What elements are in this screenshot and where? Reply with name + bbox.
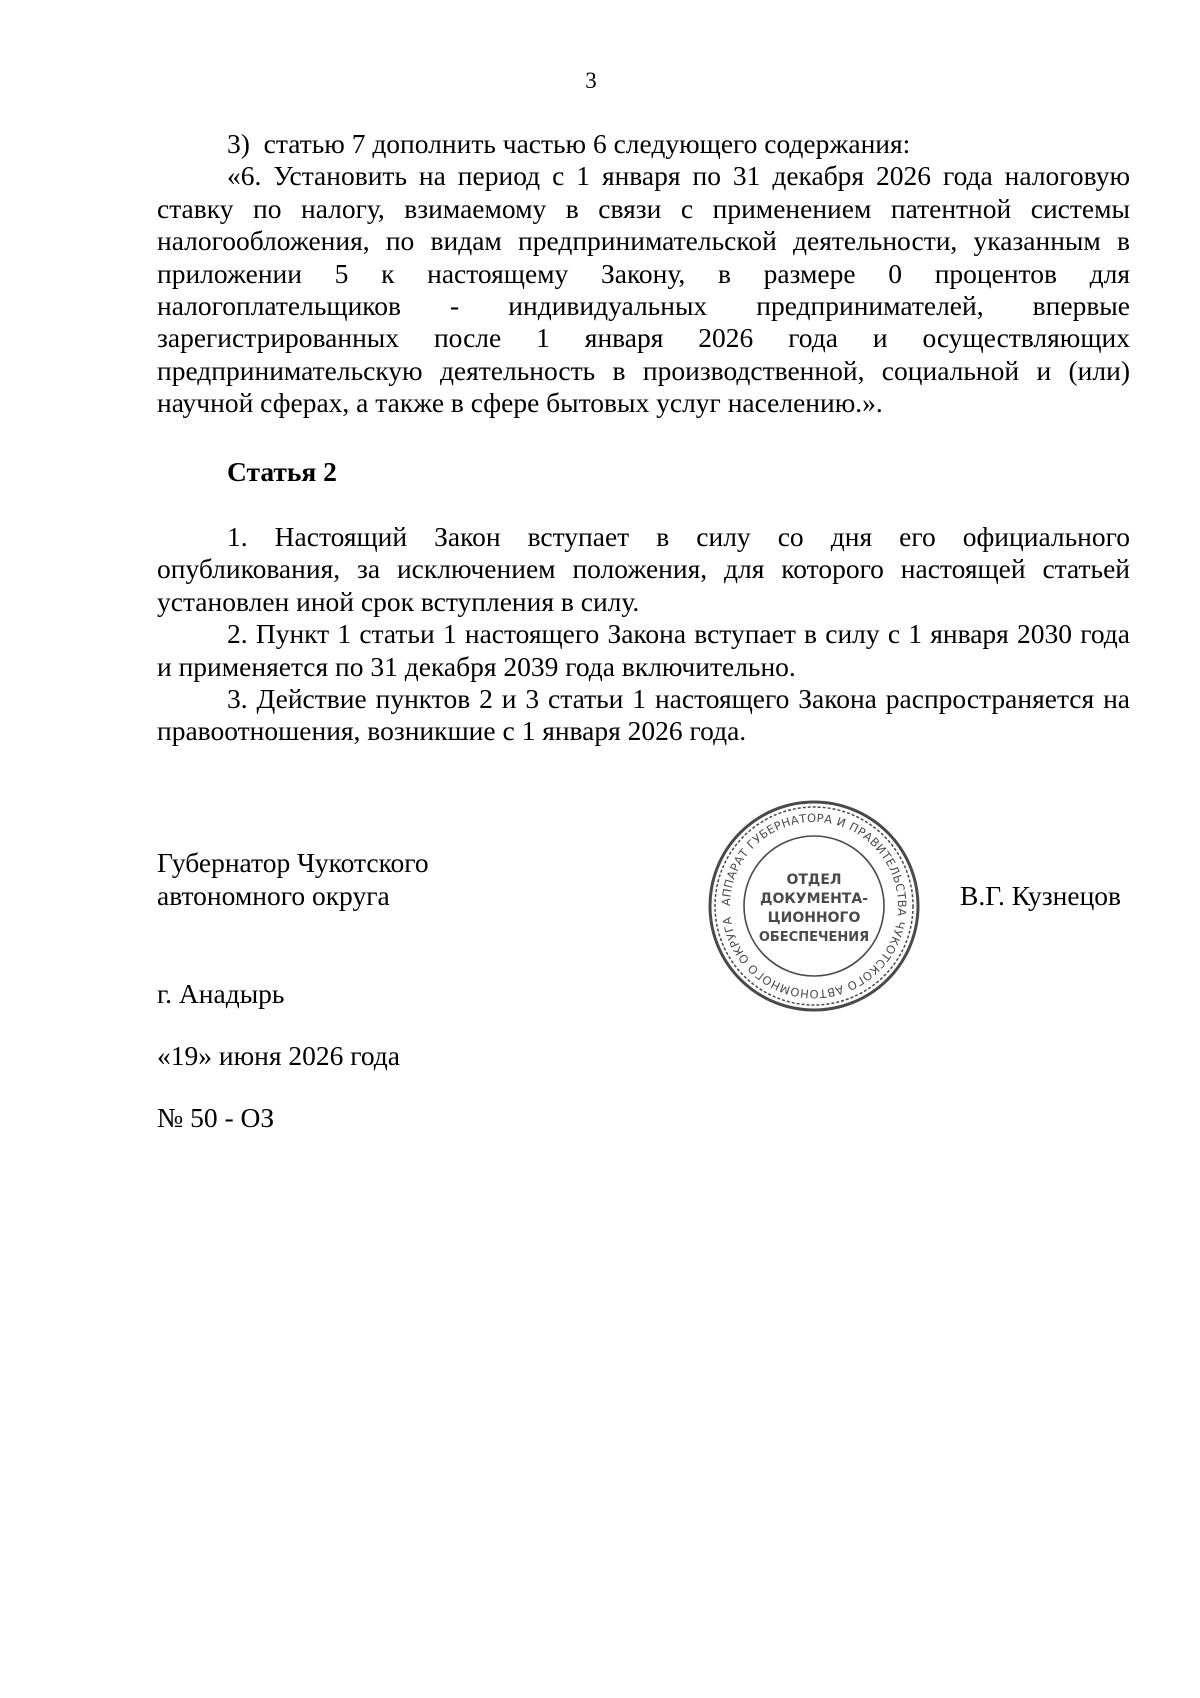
official-stamp (706, 798, 922, 1014)
article-2-heading-block (157, 456, 1130, 488)
article-2-paragraph-1: 1. Настоящий Закон вступает в силу со дня его официального опубликования, за исключением положения, для которого настоящей статьей установлен иной срок вступления в силу. (157, 521, 1130, 617)
stamp-ring-text: АППАРАТ ГУБЕРНАТОРА И ПРАВИТЕЛЬСТВА ЧУКОТСКОГО АВТОНОМНОГО ОКРУГА (718, 810, 910, 1002)
date: «19» июня 2026 года (157, 1040, 401, 1071)
stamp-center-line-1: ОТДЕЛ (786, 872, 842, 888)
page-number: 3 (585, 68, 597, 93)
stamp-center-line-3: ЦИОННОГО (767, 910, 861, 926)
signatory-title-line-2: автономного округа (157, 880, 390, 911)
signatory-title (157, 846, 429, 912)
signatory-title-line-1: Губернатор Чукотского (157, 847, 429, 878)
amendment-text: «6. Установить на период с 1 января по 31 декабря 2026 года налоговую ставку по налогу, взимаемому в связи с применением патентной системы налогообложения, по видам предпринимательской деятельности, указанным в приложении 5 к настоящему Закону, в размере 0 процентов для налогоплательщиков - индивидуальных предпринимателей, впервые зарегистрированных после 1 января 2026 года и осуществляющих предпринимательскую деятельность в производственной, социальной и (или) научной сферах, а также в сфере бытовых услуг населению.». (157, 160, 1130, 419)
amendment-block (157, 128, 1130, 420)
article-2-heading: Статья 2 (227, 456, 337, 487)
stamp-center-line-2: ДОКУМЕНТА- (759, 891, 869, 907)
stamp-center-line-4: ОБЕСПЕЧЕНИЯ (758, 930, 870, 945)
amendment-intro: 3) статью 7 дополнить частью 6 следующего содержания: (227, 128, 911, 159)
article-2-paragraph-2: 2. Пункт 1 статьи 1 настоящего Закона вступает в силу с 1 января 2030 года и применяется по 31 декабря 2039 года включительно. (157, 618, 1130, 682)
law-number: № 50 - ОЗ (157, 1102, 275, 1133)
article-2-body (157, 521, 1130, 748)
place: г. Анадырь (157, 978, 285, 1009)
signatory-name: В.Г. Кузнецов (960, 880, 1122, 911)
article-2-paragraph-3: 3. Действие пунктов 2 и 3 статьи 1 настоящего Закона распространяется на правоотношения, возникшие с 1 января 2026 года. (157, 683, 1130, 747)
